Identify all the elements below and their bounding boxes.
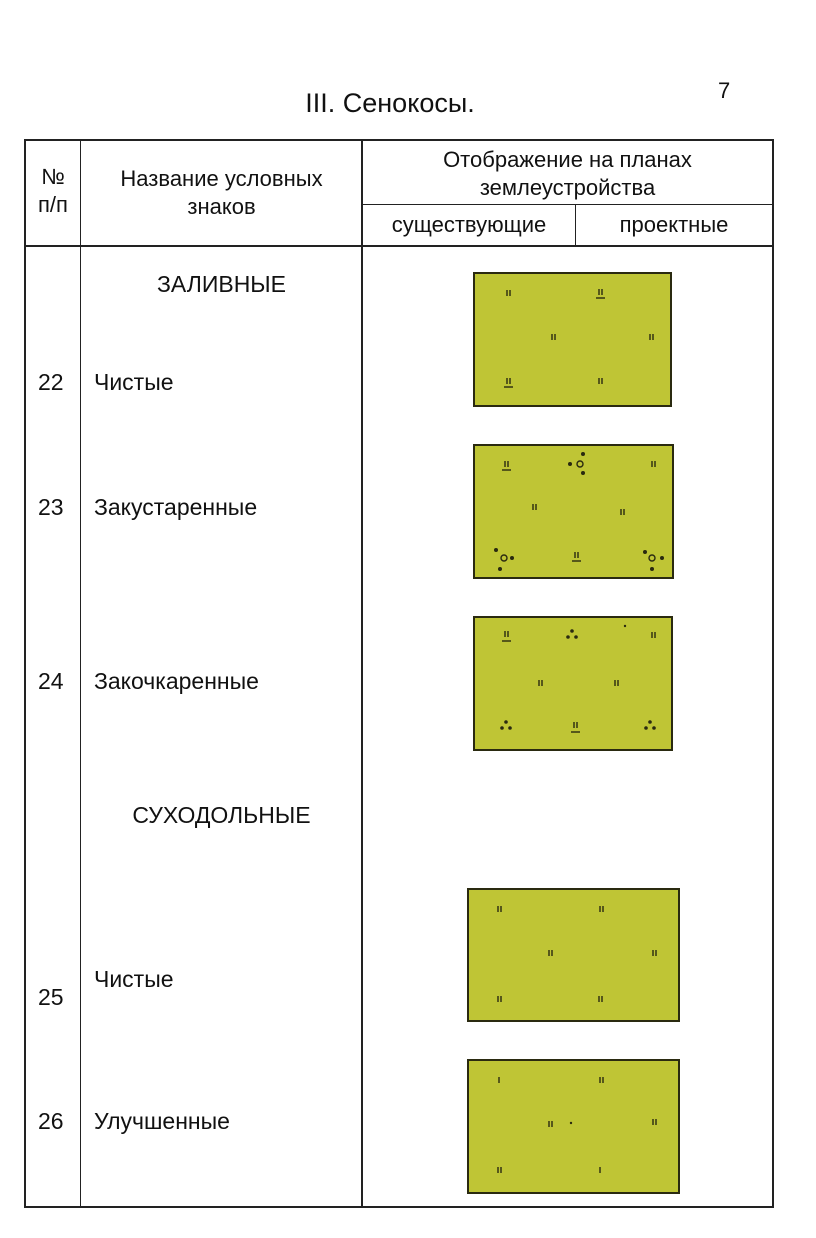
row-name: Закочкаренные [94, 668, 259, 694]
row-name: Чистые [94, 369, 174, 395]
hayfield-improved-symbols-icon [469, 1061, 680, 1194]
row-name: Чистые [94, 966, 174, 992]
row-name: Закустаренные [94, 494, 258, 520]
swatch-flooded-clean [473, 272, 672, 407]
header-number: № п/п [38, 164, 68, 217]
row-number: 24 [38, 668, 64, 694]
hayfield-shrub-symbols-icon [475, 446, 674, 579]
hayfield-symbols-icon [475, 274, 672, 407]
swatch-flooded-shrubs [473, 444, 674, 579]
hayfield-hummock-symbols-icon [475, 618, 673, 751]
header-projected: проектные [619, 212, 729, 237]
swatch-dry-clean [467, 888, 680, 1022]
page-number: 7 [718, 78, 731, 103]
section-dry: СУХОДОЛЬНЫЕ [132, 802, 311, 828]
header-existing: существующие [391, 212, 547, 237]
row-number: 23 [38, 494, 64, 520]
header-display-on-plans: Отображение на планах землеустройства [443, 147, 692, 200]
row-number: 22 [38, 369, 64, 395]
row-name: Улучшенные [94, 1108, 230, 1134]
page-title [0, 88, 816, 119]
swatch-improved [467, 1059, 680, 1194]
row-number: 25 [38, 984, 64, 1010]
header-symbol-name: Название условных знаков [120, 166, 323, 219]
hayfield-symbols-icon [469, 890, 680, 1022]
swatch-flooded-hummocks [473, 616, 673, 751]
section-flooded: ЗАЛИВНЫЕ [156, 271, 286, 297]
row-number: 26 [38, 1108, 64, 1134]
page-title-text: III. Сенокосы. [305, 88, 475, 118]
